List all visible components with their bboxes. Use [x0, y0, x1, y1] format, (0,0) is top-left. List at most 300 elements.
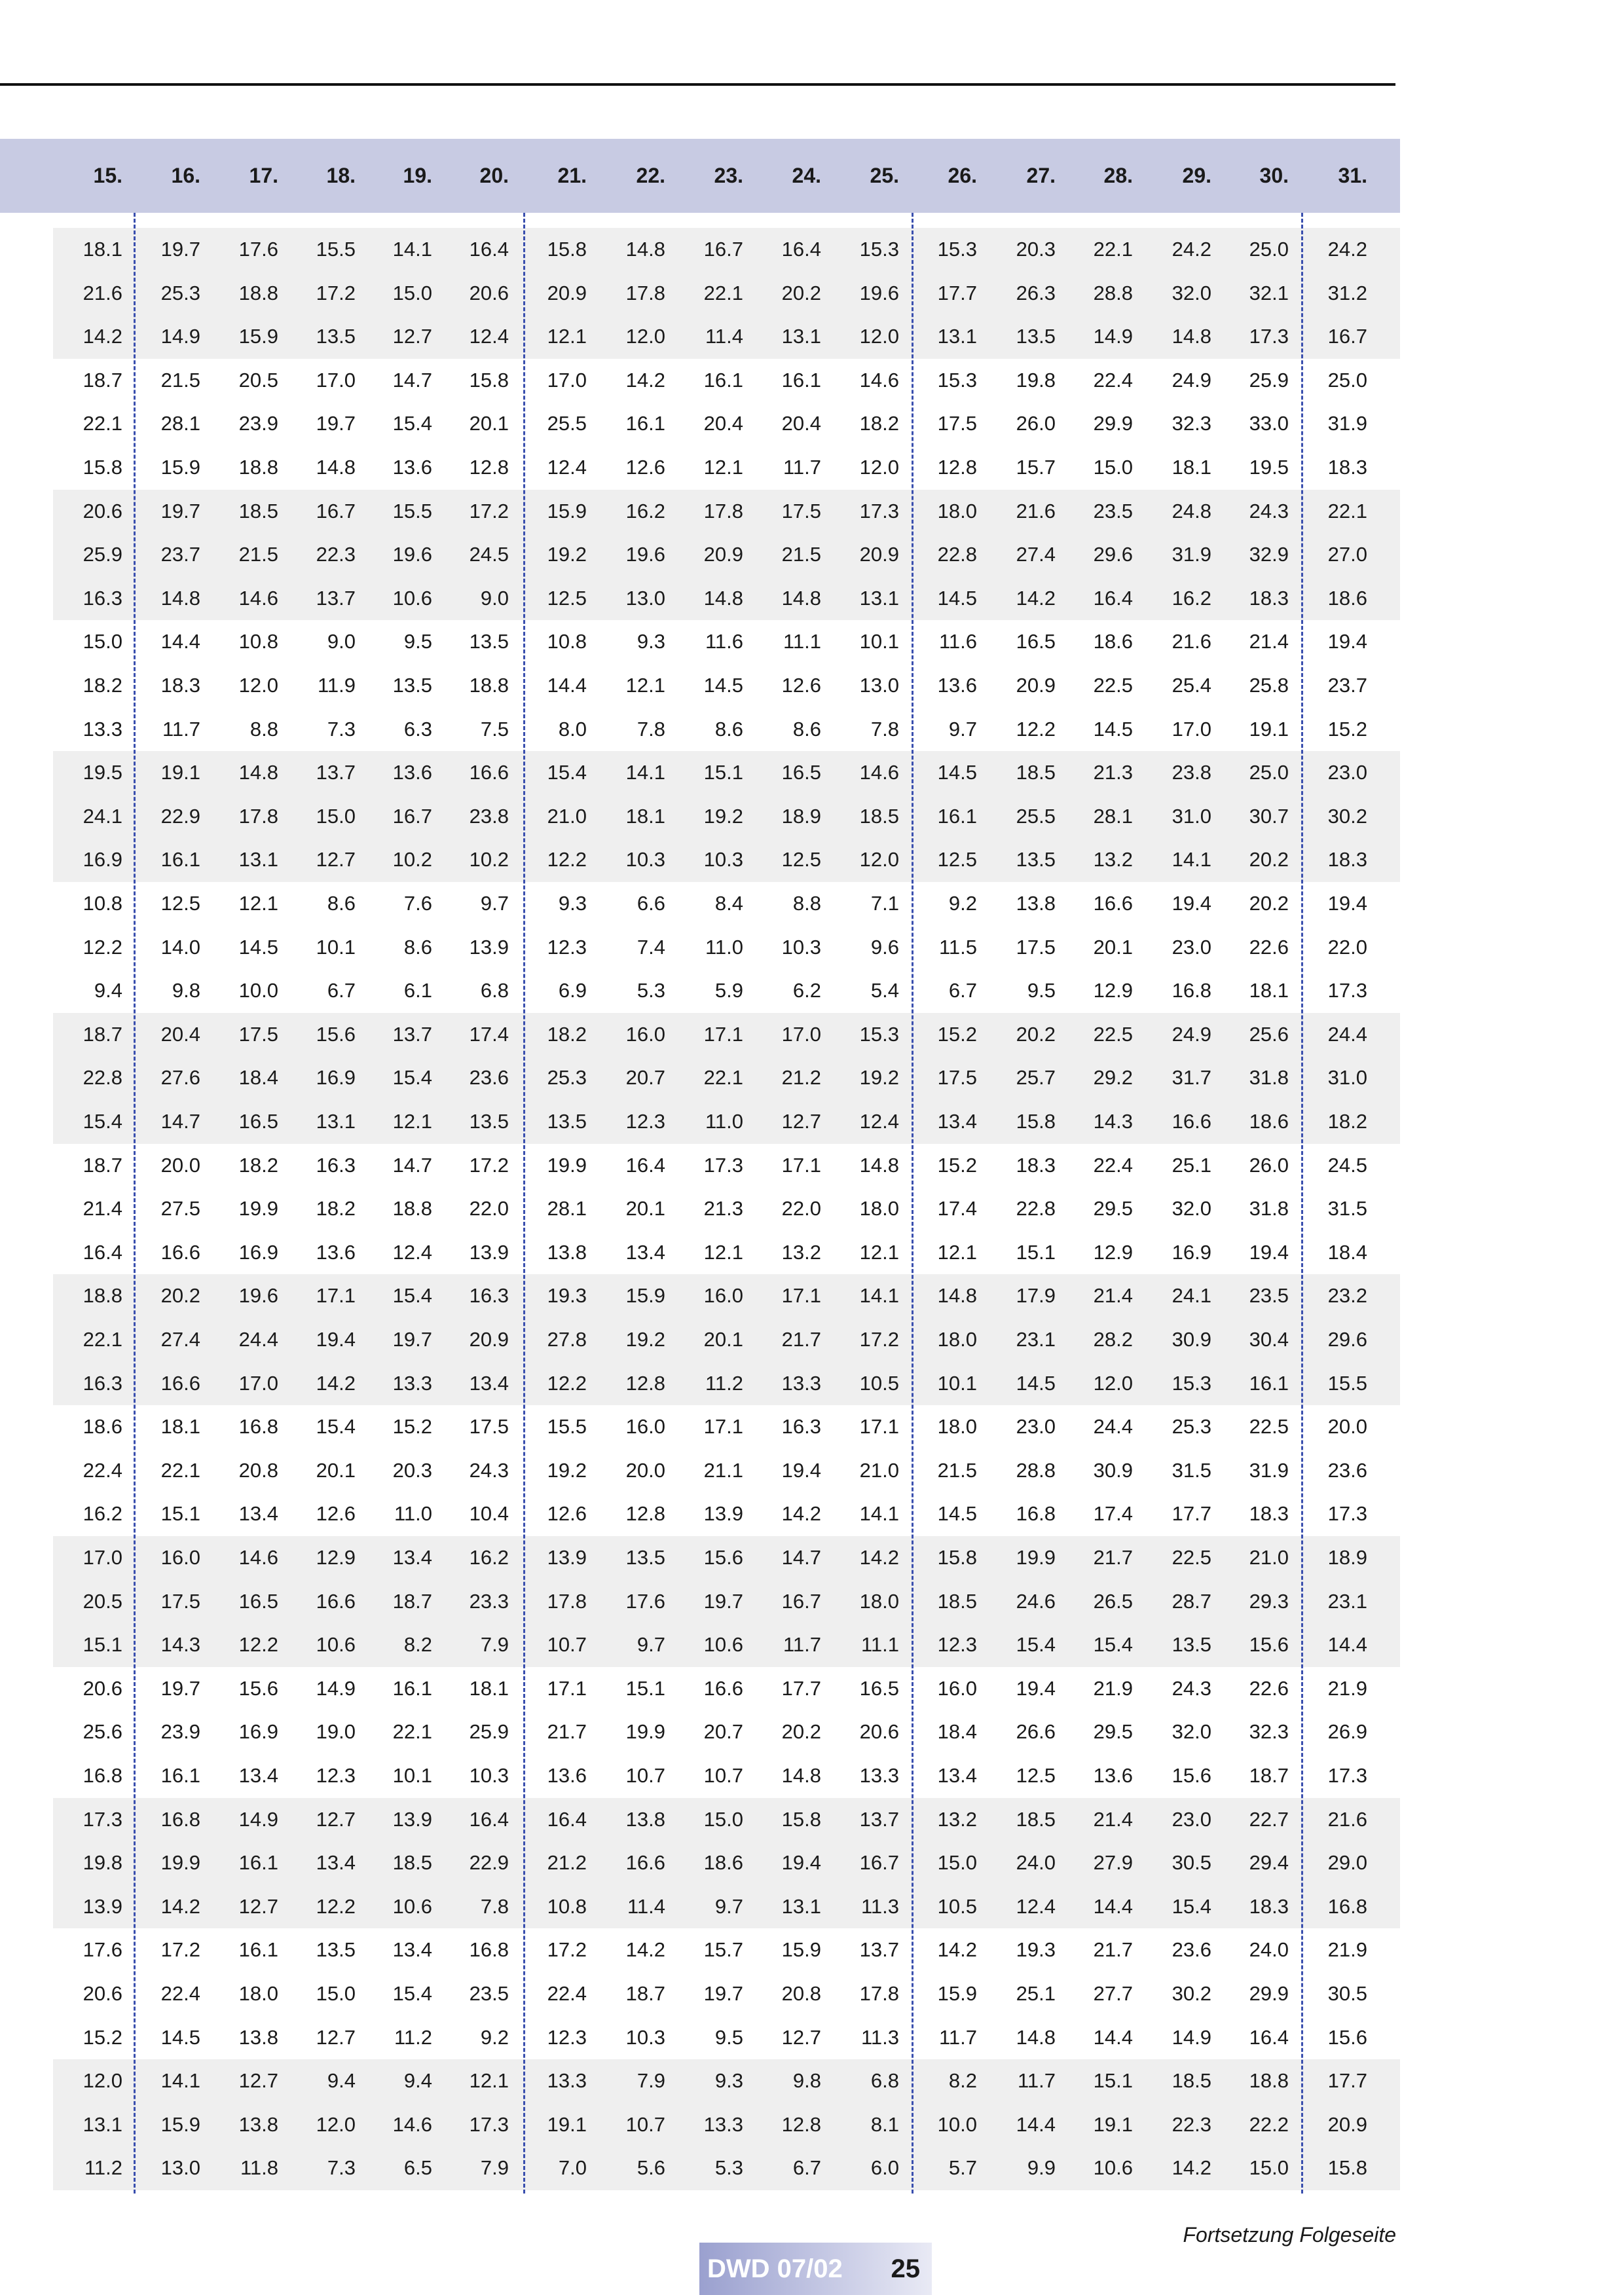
table-cell: 23.0	[1172, 1807, 1211, 1831]
table-cell: 7.9	[480, 1633, 509, 1657]
table-cell: 18.7	[392, 1589, 432, 1613]
table-cell: 17.2	[160, 1938, 200, 1962]
table-cell: 18.2	[547, 1022, 587, 1046]
table-cell: 9.6	[870, 935, 899, 959]
table-cell: 20.1	[1093, 935, 1133, 959]
table-cell: 15.8	[83, 456, 122, 479]
table-cell: 19.8	[1016, 368, 1056, 392]
table-cell: 12.6	[316, 1502, 356, 1526]
table-cell: 31.2	[1327, 281, 1367, 304]
table-cell: 16.8	[83, 1764, 122, 1787]
table-cell: 16.6	[469, 761, 509, 784]
table-cell: 23.6	[1172, 1938, 1211, 1962]
table-cell: 12.4	[1016, 1894, 1056, 1918]
table-row	[53, 2016, 1400, 2060]
table-cell: 17.3	[469, 2112, 509, 2136]
table-cell: 18.7	[625, 1982, 665, 2005]
table-cell: 18.7	[1249, 1764, 1289, 1787]
table-cell: 15.0	[1093, 456, 1133, 479]
table-cell: 19.7	[703, 1589, 743, 1613]
table-cell: 21.9	[1327, 1676, 1367, 1700]
table-cell: 9.0	[480, 586, 509, 610]
table-cell: 14.5	[937, 761, 977, 784]
table-cell: 12.6	[781, 674, 821, 697]
table-row	[53, 1405, 1400, 1449]
table-cell: 29.5	[1093, 1197, 1133, 1221]
table-cell: 14.2	[1172, 2156, 1211, 2180]
table-cell: 23.1	[1016, 1328, 1056, 1351]
table-cell: 19.9	[547, 1153, 587, 1177]
table-cell: 12.1	[238, 892, 278, 915]
table-cell: 25.8	[1249, 674, 1289, 697]
table-cell: 22.5	[1172, 1546, 1211, 1569]
table-cell: 20.9	[1327, 2112, 1367, 2136]
table-cell: 13.8	[1016, 892, 1056, 915]
table-cell: 17.3	[859, 499, 899, 523]
table-cell: 14.8	[1172, 325, 1211, 348]
table-cell: 8.6	[403, 935, 432, 959]
table-cell: 15.3	[859, 238, 899, 261]
table-cell: 16.7	[781, 1589, 821, 1613]
table-cell: 22.5	[1093, 1022, 1133, 1046]
table-cell: 19.7	[392, 1328, 432, 1351]
table-cell: 20.4	[703, 412, 743, 435]
table-cell: 18.3	[1016, 1153, 1056, 1177]
table-cell: 9.3	[714, 2069, 743, 2093]
table-cell: 14.2	[937, 1938, 977, 1962]
table-cell: 12.0	[1093, 1371, 1133, 1395]
table-row	[53, 1928, 1400, 1972]
table-cell: 16.1	[392, 1676, 432, 1700]
table-cell: 30.4	[1249, 1328, 1289, 1351]
table-cell: 13.5	[316, 1938, 356, 1962]
table-cell: 14.2	[83, 325, 122, 348]
table-cell: 15.4	[316, 1415, 356, 1439]
table-cell: 19.1	[1249, 717, 1289, 741]
table-cell: 6.5	[403, 2156, 432, 2180]
table-cell: 18.8	[238, 281, 278, 304]
table-cell: 15.8	[1327, 2156, 1367, 2180]
table-cell: 15.9	[160, 456, 200, 479]
table-cell: 26.9	[1327, 1720, 1367, 1744]
table-cell: 13.1	[859, 586, 899, 610]
table-cell: 14.4	[1016, 2112, 1056, 2136]
table-cell: 9.5	[1027, 979, 1056, 1002]
table-cell: 11.6	[938, 630, 977, 653]
table-cell: 29.0	[1327, 1851, 1367, 1875]
table-cell: 18.9	[781, 804, 821, 828]
table-row	[53, 1187, 1400, 1231]
table-cell: 19.6	[625, 543, 665, 566]
table-cell: 14.5	[937, 1502, 977, 1526]
table-cell: 13.9	[83, 1894, 122, 1918]
table-cell: 15.6	[703, 1546, 743, 1569]
table-cell: 9.0	[327, 630, 356, 653]
table-cell: 12.9	[1093, 979, 1133, 1002]
table-cell: 14.9	[1172, 2025, 1211, 2049]
table-cell: 14.8	[937, 1284, 977, 1308]
table-cell: 17.8	[547, 1589, 587, 1613]
table-cell: 13.9	[703, 1502, 743, 1526]
table-cell: 14.9	[316, 1676, 356, 1700]
table-cell: 18.6	[1093, 630, 1133, 653]
table-cell: 18.2	[859, 412, 899, 435]
table-cell: 15.8	[547, 238, 587, 261]
table-cell: 21.7	[1093, 1546, 1133, 1569]
table-cell: 12.1	[469, 2069, 509, 2093]
table-cell: 12.7	[316, 848, 356, 872]
table-cell: 18.7	[83, 368, 122, 392]
table-cell: 16.4	[469, 238, 509, 261]
table-row	[53, 2146, 1400, 2190]
table-cell: 14.9	[1093, 325, 1133, 348]
table-cell: 14.8	[703, 586, 743, 610]
table-cell: 9.8	[792, 2069, 821, 2093]
table-cell: 14.6	[238, 586, 278, 610]
table-cell: 20.6	[83, 499, 122, 523]
table-cell: 14.8	[316, 456, 356, 479]
table-cell: 6.8	[870, 2069, 899, 2093]
table-cell: 16.7	[703, 238, 743, 261]
table-cell: 17.5	[160, 1589, 200, 1613]
table-cell: 24.2	[1327, 238, 1367, 261]
table-cell: 16.6	[625, 1851, 665, 1875]
table-cell: 22.4	[1093, 1153, 1133, 1177]
table-cell: 8.0	[558, 717, 587, 741]
table-cell: 22.4	[83, 1458, 122, 1482]
table-cell: 15.0	[1249, 2156, 1289, 2180]
table-cell: 10.3	[469, 1764, 509, 1787]
table-cell: 30.7	[1249, 804, 1289, 828]
table-cell: 18.2	[238, 1153, 278, 1177]
table-cell: 8.8	[792, 892, 821, 915]
table-cell: 12.1	[937, 1240, 977, 1264]
table-cell: 15.8	[1016, 1110, 1056, 1133]
table-cell: 12.9	[1093, 1240, 1133, 1264]
table-cell: 32.0	[1172, 281, 1211, 304]
table-cell: 14.1	[1172, 848, 1211, 872]
table-cell: 14.9	[160, 325, 200, 348]
table-cell: 20.2	[160, 1284, 200, 1308]
column-header: 26.	[948, 164, 977, 187]
table-cell: 22.1	[703, 281, 743, 304]
table-cell: 18.2	[1327, 1110, 1367, 1133]
table-cell: 12.8	[625, 1502, 665, 1526]
table-cell: 19.4	[781, 1851, 821, 1875]
table-cell: 12.1	[859, 1240, 899, 1264]
table-cell: 15.9	[547, 499, 587, 523]
table-cell: 27.4	[1016, 543, 1056, 566]
table-cell: 22.0	[781, 1197, 821, 1221]
table-cell: 18.3	[1327, 456, 1367, 479]
table-cell: 17.3	[1327, 1764, 1367, 1787]
table-cell: 18.5	[1016, 761, 1056, 784]
table-cell: 13.4	[392, 1938, 432, 1962]
table-cell: 12.0	[859, 325, 899, 348]
table-cell: 19.6	[392, 543, 432, 566]
table-row	[53, 1144, 1400, 1188]
table-cell: 23.9	[238, 412, 278, 435]
table-cell: 31.5	[1172, 1458, 1211, 1482]
table-cell: 16.3	[316, 1153, 356, 1177]
table-cell: 13.9	[469, 1240, 509, 1264]
table-cell: 28.1	[160, 412, 200, 435]
table-cell: 16.3	[469, 1284, 509, 1308]
column-header: 16.	[171, 164, 200, 187]
table-cell: 21.5	[238, 543, 278, 566]
table-row	[53, 1449, 1400, 1493]
table-cell: 13.4	[937, 1764, 977, 1787]
table-cell: 31.9	[1327, 412, 1367, 435]
table-cell: 21.9	[1327, 1938, 1367, 1962]
table-cell: 8.8	[249, 717, 278, 741]
table-cell: 18.1	[1172, 456, 1211, 479]
table-cell: 19.9	[238, 1197, 278, 1221]
table-cell: 11.2	[84, 2156, 122, 2180]
table-cell: 22.4	[1093, 368, 1133, 392]
table-cell: 15.0	[392, 281, 432, 304]
table-cell: 14.4	[1327, 1633, 1367, 1657]
table-cell: 13.9	[547, 1546, 587, 1569]
table-cell: 13.6	[937, 674, 977, 697]
table-cell: 14.8	[238, 761, 278, 784]
table-cell: 15.6	[238, 1676, 278, 1700]
table-cell: 12.2	[83, 935, 122, 959]
table-cell: 13.5	[547, 1110, 587, 1133]
table-cell: 10.1	[316, 935, 356, 959]
table-cell: 18.7	[83, 1022, 122, 1046]
table-cell: 5.3	[637, 979, 665, 1002]
table-cell: 25.1	[1016, 1982, 1056, 2005]
table-cell: 20.3	[1016, 238, 1056, 261]
table-cell: 13.3	[547, 2069, 587, 2093]
table-cell: 15.4	[392, 1066, 432, 1090]
table-cell: 13.0	[859, 674, 899, 697]
table-cell: 27.8	[547, 1328, 587, 1351]
table-cell: 9.7	[637, 1633, 665, 1657]
table-cell: 12.1	[703, 456, 743, 479]
table-cell: 7.1	[870, 892, 899, 915]
table-cell: 18.1	[469, 1676, 509, 1700]
table-cell: 19.1	[547, 2112, 587, 2136]
table-cell: 13.7	[859, 1938, 899, 1962]
table-cell: 17.5	[937, 412, 977, 435]
table-cell: 21.7	[1093, 1938, 1133, 1962]
column-header: 30.	[1259, 164, 1289, 187]
table-row	[53, 359, 1400, 403]
table-cell: 32.0	[1172, 1197, 1211, 1221]
table-cell: 12.4	[547, 456, 587, 479]
table-cell: 7.9	[480, 2156, 509, 2180]
table-cell: 24.0	[1016, 1851, 1056, 1875]
table-cell: 17.1	[703, 1415, 743, 1439]
table-cell: 16.1	[1249, 1371, 1289, 1395]
table-cell: 6.3	[403, 717, 432, 741]
table-cell: 15.3	[859, 1022, 899, 1046]
table-row	[53, 1056, 1400, 1100]
table-cell: 22.5	[1093, 674, 1133, 697]
table-cell: 17.6	[238, 238, 278, 261]
table-cell: 14.3	[160, 1633, 200, 1657]
table-cell: 22.1	[1093, 238, 1133, 261]
table-cell: 16.0	[625, 1415, 665, 1439]
table-cell: 17.5	[238, 1022, 278, 1046]
table-cell: 19.0	[316, 1720, 356, 1744]
table-cell: 28.8	[1093, 281, 1133, 304]
table-cell: 7.3	[327, 2156, 356, 2180]
table-cell: 18.4	[1327, 1240, 1367, 1264]
table-cell: 10.7	[547, 1633, 587, 1657]
table-cell: 25.3	[1172, 1415, 1211, 1439]
table-cell: 20.2	[781, 1720, 821, 1744]
table-cell: 18.2	[316, 1197, 356, 1221]
table-row	[53, 1710, 1400, 1754]
table-cell: 9.7	[480, 892, 509, 915]
table-cell: 13.9	[469, 935, 509, 959]
table-cell: 19.3	[1016, 1938, 1056, 1962]
table-cell: 19.7	[160, 499, 200, 523]
table-cell: 13.6	[316, 1240, 356, 1264]
table-cell: 11.1	[860, 1633, 899, 1657]
table-cell: 22.6	[1249, 1676, 1289, 1700]
table-cell: 7.8	[480, 1894, 509, 1918]
table-cell: 13.5	[469, 1110, 509, 1133]
table-cell: 15.1	[1016, 1240, 1056, 1264]
table-cell: 22.1	[83, 412, 122, 435]
table-cell: 7.4	[637, 935, 665, 959]
table-cell: 14.6	[238, 1546, 278, 1569]
table-cell: 31.0	[1327, 1066, 1367, 1090]
table-cell: 16.1	[937, 804, 977, 828]
table-cell: 23.0	[1327, 761, 1367, 784]
table-cell: 10.8	[547, 1894, 587, 1918]
table-cell: 5.7	[948, 2156, 977, 2180]
table-cell: 7.8	[637, 717, 665, 741]
table-cell: 14.8	[859, 1153, 899, 1177]
table-cell: 17.1	[781, 1153, 821, 1177]
table-cell: 17.8	[238, 804, 278, 828]
table-cell: 17.3	[83, 1807, 122, 1831]
table-cell: 10.5	[859, 1371, 899, 1395]
table-cell: 14.7	[392, 1153, 432, 1177]
table-cell: 25.0	[1327, 368, 1367, 392]
table-cell: 23.7	[1327, 674, 1367, 697]
table-cell: 12.7	[316, 2025, 356, 2049]
column-header: 28.	[1103, 164, 1133, 187]
table-cell: 11.4	[705, 325, 743, 348]
table-cell: 12.3	[547, 2025, 587, 2049]
table-cell: 12.5	[547, 586, 587, 610]
table-cell: 17.3	[703, 1153, 743, 1177]
table-cell: 20.2	[781, 281, 821, 304]
table-cell: 24.5	[469, 543, 509, 566]
table-cell: 23.9	[160, 1720, 200, 1744]
table-cell: 23.5	[469, 1982, 509, 2005]
table-cell: 17.3	[1327, 979, 1367, 1002]
table-cell: 22.0	[469, 1197, 509, 1221]
table-cell: 18.5	[1172, 2069, 1211, 2093]
table-cell: 16.5	[1016, 630, 1056, 653]
table-cell: 26.0	[1016, 412, 1056, 435]
table-cell: 20.4	[781, 412, 821, 435]
table-cell: 14.2	[160, 1894, 200, 1918]
table-row	[53, 1362, 1400, 1406]
table-cell: 28.8	[1016, 1458, 1056, 1482]
table-cell: 22.1	[160, 1458, 200, 1482]
table-cell: 18.0	[937, 1328, 977, 1351]
table-cell: 17.7	[1172, 1502, 1211, 1526]
table-row	[53, 969, 1400, 1013]
table-cell: 16.1	[625, 412, 665, 435]
table-cell: 20.2	[1249, 892, 1289, 915]
table-cell: 23.0	[1016, 1415, 1056, 1439]
table-cell: 13.6	[392, 761, 432, 784]
table-cell: 22.4	[547, 1982, 587, 2005]
table-cell: 16.0	[160, 1546, 200, 1569]
table-cell: 10.6	[1093, 2156, 1133, 2180]
table-cell: 20.3	[392, 1458, 432, 1482]
table-cell: 18.4	[238, 1066, 278, 1090]
column-header: 15.	[93, 164, 122, 187]
table-cell: 14.8	[1016, 2025, 1056, 2049]
table-cell: 12.0	[859, 456, 899, 479]
column-header: 21.	[557, 164, 587, 187]
table-cell: 24.9	[1172, 368, 1211, 392]
table-row	[53, 620, 1400, 664]
table-cell: 14.1	[859, 1502, 899, 1526]
table-cell: 20.8	[781, 1982, 821, 2005]
table-cell: 11.0	[705, 1110, 743, 1133]
table-cell: 10.2	[469, 848, 509, 872]
table-cell: 13.1	[937, 325, 977, 348]
table-cell: 18.3	[160, 674, 200, 697]
table-cell: 29.3	[1249, 1589, 1289, 1613]
table-row	[53, 446, 1400, 490]
table-cell: 20.6	[469, 281, 509, 304]
continuation-note: Fortsetzung Folgeseite	[1183, 2223, 1396, 2247]
footer-badge	[699, 2243, 932, 2295]
table-row	[53, 1013, 1400, 1057]
table-row	[53, 708, 1400, 752]
table-row	[53, 1623, 1400, 1667]
table-cell: 14.8	[781, 586, 821, 610]
table-cell: 10.6	[392, 1894, 432, 1918]
table-row	[53, 751, 1400, 795]
table-cell: 32.9	[1249, 543, 1289, 566]
column-header: 29.	[1182, 164, 1211, 187]
table-cell: 17.1	[859, 1415, 899, 1439]
table-cell: 18.5	[937, 1589, 977, 1613]
column-header: 25.	[870, 164, 899, 187]
table-cell: 14.4	[547, 674, 587, 697]
table-cell: 13.5	[625, 1546, 665, 1569]
table-cell: 16.3	[781, 1415, 821, 1439]
table-cell: 12.7	[238, 2069, 278, 2093]
table-row	[53, 1885, 1400, 1929]
table-cell: 19.3	[547, 1284, 587, 1308]
table-cell: 17.0	[83, 1546, 122, 1569]
column-header: 19.	[403, 164, 432, 187]
table-cell: 13.8	[625, 1807, 665, 1831]
table-cell: 14.6	[392, 2112, 432, 2136]
table-cell: 24.4	[1327, 1022, 1367, 1046]
table-cell: 21.2	[547, 1851, 587, 1875]
table-cell: 22.2	[1249, 2112, 1289, 2136]
table-cell: 23.0	[1172, 935, 1211, 959]
table-cell: 11.0	[705, 935, 743, 959]
table-cell: 7.9	[637, 2069, 665, 2093]
table-cell: 21.0	[1249, 1546, 1289, 1569]
